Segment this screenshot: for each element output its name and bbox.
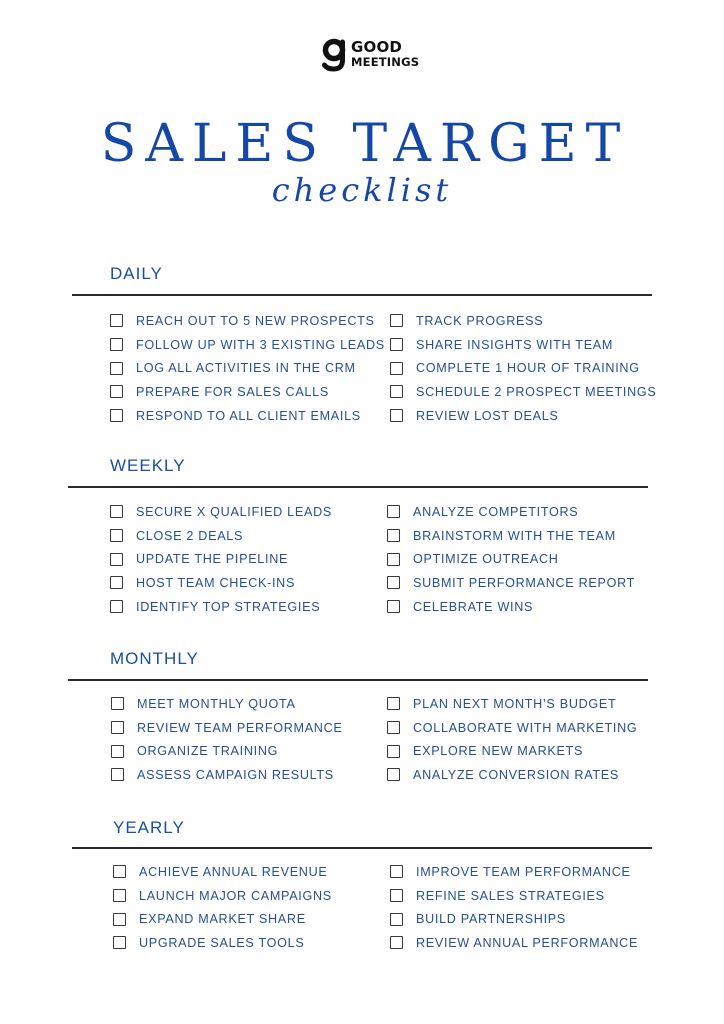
checkbox[interactable] [110,505,123,518]
checkbox[interactable] [113,913,126,926]
checkbox[interactable] [113,889,126,902]
checklist-item[interactable] [390,333,657,357]
section-title: MONTHLY [110,649,199,668]
item-label: REVIEW LOST DEALS [416,408,559,423]
item-label: MEET MONTHLY QUOTA [137,696,296,711]
checkbox[interactable] [111,697,124,710]
item-label: REACH OUT TO 5 NEW PROSPECTS [136,313,375,328]
checkbox[interactable] [110,529,123,542]
checkbox[interactable] [111,745,124,758]
page-subtitle: checklist [271,171,453,209]
item-label: LAUNCH MAJOR CAMPAIGNS [139,888,332,903]
item-label: BUILD PARTNERSHIPS [416,912,566,927]
checkbox[interactable] [390,913,403,926]
item-label: ACHIEVE ANNUAL REVENUE [139,864,328,879]
item-label: SCHEDULE 2 PROSPECT MEETINGS [416,384,657,399]
checklist-item[interactable] [110,524,332,548]
checklist-item[interactable] [387,524,635,548]
item-label: ORGANIZE TRAINING [137,744,279,759]
checklist-item[interactable] [390,884,638,908]
checklist-item[interactable] [387,692,637,716]
checklist-item[interactable] [110,333,385,357]
checklist-item[interactable] [390,356,657,380]
section-divider [68,486,648,488]
item-label: COMPLETE 1 HOUR OF TRAINING [416,361,640,376]
checkbox[interactable] [110,362,123,375]
checklist-item[interactable] [113,884,332,908]
page-title: SALES TARGET [100,114,630,174]
item-label: HOST TEAM CHECK-INS [136,575,296,590]
checklist-item[interactable] [390,907,638,931]
item-label: TRACK PROGRESS [416,313,544,328]
checkbox[interactable] [387,721,400,734]
checklist-item[interactable] [387,500,635,524]
checklist-column-right [390,860,638,955]
section-title: YEARLY [113,818,185,837]
item-label: FOLLOW UP WITH 3 EXISTING LEADS [136,337,385,352]
checklist-item[interactable] [387,595,635,619]
item-label: SECURE X QUALIFIED LEADS [136,504,332,519]
checkbox[interactable] [110,576,123,589]
checklist-item[interactable] [390,931,638,955]
checklist-item[interactable] [110,380,385,404]
checklist-item[interactable] [390,380,657,404]
brand-g-icon [322,38,348,72]
item-label: SUBMIT PERFORMANCE REPORT [413,575,636,590]
checkbox[interactable] [390,889,403,902]
brand-name [351,40,419,69]
item-label: COLLABORATE WITH MARKETING [413,720,638,735]
checklist-item[interactable] [110,595,332,619]
item-label: EXPAND MARKET SHARE [139,912,306,927]
checklist-item[interactable] [390,860,638,884]
checklist-item[interactable] [387,547,635,571]
checklist-column-left [113,860,332,955]
section-divider [68,679,648,681]
checkbox[interactable] [390,314,403,327]
item-label: REVIEW TEAM PERFORMANCE [137,720,343,735]
checkbox[interactable] [111,768,124,781]
checklist-item[interactable] [113,907,332,931]
item-label: PLAN NEXT MONTH’S BUDGET [413,696,617,711]
checkbox[interactable] [390,338,403,351]
checkbox[interactable] [387,697,400,710]
checkbox[interactable] [387,505,400,518]
checklist-item[interactable] [111,763,343,787]
checkbox[interactable] [387,576,400,589]
checklist-item[interactable] [111,739,343,763]
checklist-item[interactable] [111,692,343,716]
checklist-item[interactable] [110,356,385,380]
checkbox[interactable] [110,385,123,398]
section-divider [72,847,652,849]
checklist-item[interactable] [110,571,332,595]
checkbox[interactable] [387,553,400,566]
checklist-item[interactable] [110,547,332,571]
checkbox[interactable] [387,600,400,613]
item-label: LOG ALL ACTIVITIES IN THE CRM [136,361,356,376]
checklist-item[interactable] [387,571,635,595]
checklist-item[interactable] [387,739,637,763]
section-title: WEEKLY [110,456,186,475]
checkbox[interactable] [111,721,124,734]
brand-logo [322,38,422,74]
checkbox[interactable] [387,529,400,542]
checkbox[interactable] [387,745,400,758]
checkbox[interactable] [390,936,403,949]
brand-line-1: GOOD [351,38,403,56]
checklist-item[interactable] [110,404,385,428]
item-label: ANALYZE COMPETITORS [413,504,579,519]
checklist-item[interactable] [111,716,343,740]
item-label: CLOSE 2 DEALS [136,528,244,543]
checkbox[interactable] [113,865,126,878]
item-label: CELEBRATE WINS [413,599,534,614]
checkbox[interactable] [390,865,403,878]
checklist-item[interactable] [113,860,332,884]
item-label: OPTIMIZE OUTREACH [413,552,559,567]
item-label: UPDATE THE PIPELINE [136,552,289,567]
item-label: REFINE SALES STRATEGIES [416,888,605,903]
item-label: SHARE INSIGHTS WITH TEAM [416,337,614,352]
brand-line-2: MEETINGS [351,55,420,69]
checklist-column-left [110,309,385,427]
checklist-column-right [387,692,637,787]
item-label: IMPROVE TEAM PERFORMANCE [416,864,631,879]
checklist-column-right [390,309,657,427]
checklist-column-right [387,500,635,618]
item-label: REVIEW ANNUAL PERFORMANCE [416,935,639,950]
item-label: RESPOND TO ALL CLIENT EMAILS [136,408,361,423]
checkbox[interactable] [110,338,123,351]
checklist-item[interactable] [110,500,332,524]
checkbox[interactable] [110,600,123,613]
checkbox[interactable] [110,314,123,327]
item-label: PREPARE FOR SALES CALLS [136,384,329,399]
checkbox[interactable] [390,385,403,398]
checklist-item[interactable] [387,763,637,787]
item-label: UPGRADE SALES TOOLS [139,935,305,950]
checklist-column-left [110,500,332,618]
checklist-item[interactable] [110,309,385,333]
checklist-item[interactable] [113,931,332,955]
item-label: EXPLORE NEW MARKETS [413,744,584,759]
item-label: ANALYZE CONVERSION RATES [413,767,619,782]
checkbox[interactable] [110,409,123,422]
item-label: BRAINSTORM WITH THE TEAM [413,528,616,543]
section-title: DAILY [110,264,163,283]
checkbox[interactable] [387,768,400,781]
checkbox[interactable] [390,409,403,422]
item-label: ASSESS CAMPAIGN RESULTS [137,767,334,782]
checklist-item[interactable] [390,309,657,333]
checkbox[interactable] [110,553,123,566]
checkbox[interactable] [390,362,403,375]
checklist-column-left [111,692,343,787]
checklist-item[interactable] [387,716,637,740]
section-divider [72,294,652,296]
checklist-item[interactable] [390,404,657,428]
item-label: IDENTIFY TOP STRATEGIES [136,599,321,614]
checkbox[interactable] [113,936,126,949]
